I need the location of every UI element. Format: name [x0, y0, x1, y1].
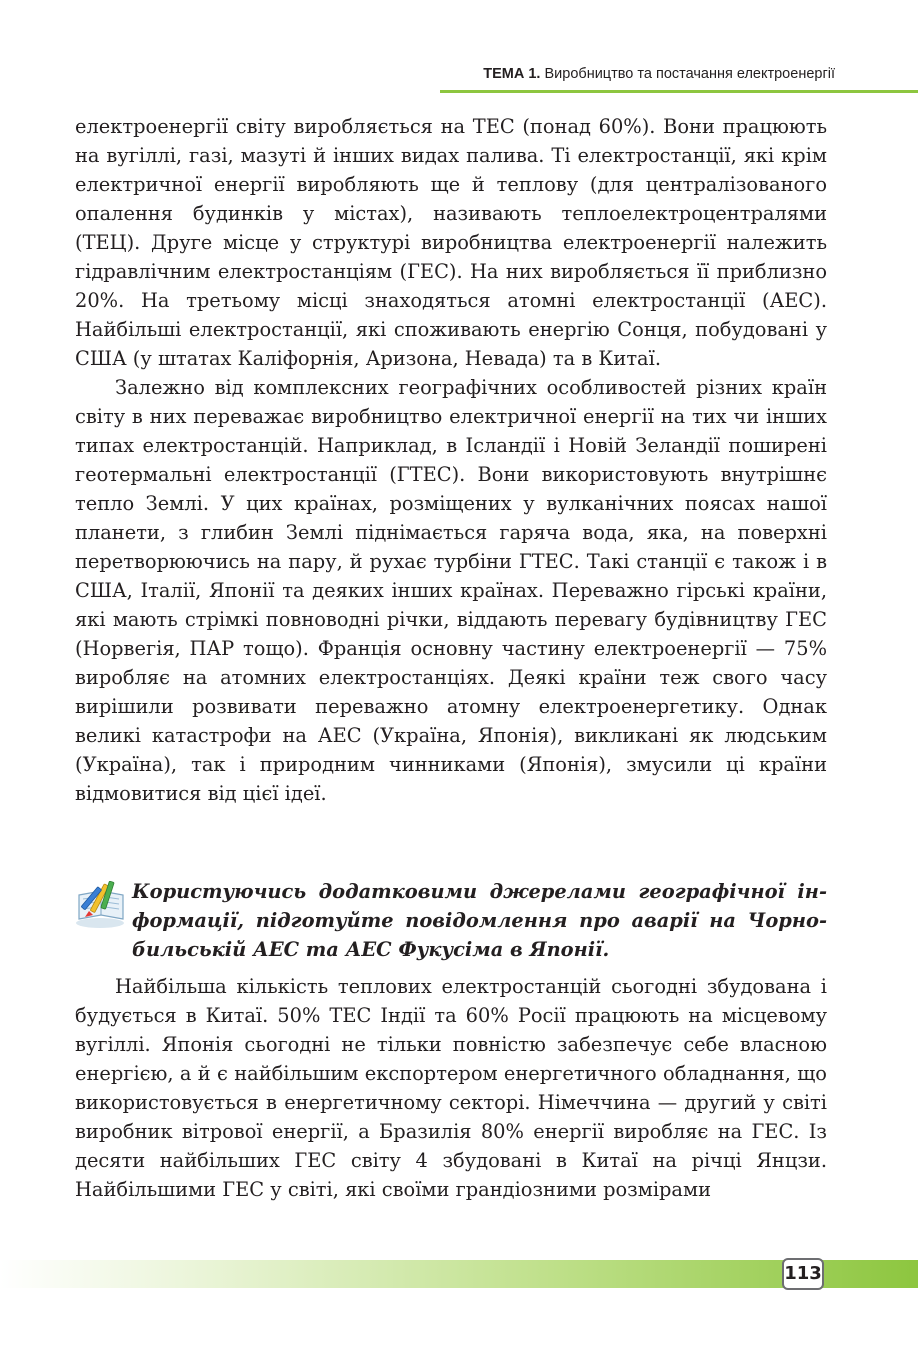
footer-bar: [0, 1260, 918, 1288]
paragraph: Найбільша кількість теплових електростанцій сьогодні збудована і будується в Китаї. 50% ТЕС Індії та 60% Росії працюють на місцевому вугіллі. Японія сьогодні не тільки повністю забезпечує себе власною енергією, а й є найбільшим експортером енергетичного обладнання, що використовується в енергетичному секторі. Німеччина — другий у світі виробник вітрової енергії, а Бразилія 80% енергії виробляє на ГЕС. Із десяти найбільших ГЕС світу 4 збудовані в Китаї на річці Янцзи. Найбільшими ГЕС у світі, які своїми грандіозними розмірами: [75, 975, 827, 1201]
running-head: [483, 66, 835, 82]
task-block: [75, 877, 827, 969]
topic-label: ТЕМА 1.: [483, 66, 541, 82]
header-rule: [440, 90, 918, 93]
paragraph: електроенергії світу виробляється на ТЕС (понад 60%). Вони працюють на вугіллі, газі, мазуті й інших видах палива. Ті електростанції, які крім електричної енергії виробляють ще й теплову (для централізованого опалення будинків у містах), називають теплоелектроцентралями (ТЕЦ). Друге місце у структурі виробництва електроенергії належить гідравлічним електростанціям (ГЕС). На них виробляється її приблизно 20%. На третьому місці знаходяться атомні електростанції (АЕС). Найбільші електростанції, які споживають енергію Сонця, побудовані у США (у штатах Каліфорнія, Аризона, Невада) та в Китаї.: [75, 115, 827, 370]
topic-title: Виробництво та постачання електроенергії: [544, 66, 835, 82]
notebook-pencil-icon: [75, 881, 127, 931]
task-text: Користуючись додатковими джерелами географічної інформації, підготуйте повідомлення про аварії на Чорнобильській АЕС та АЕС Фукусіма в Японії.: [132, 880, 827, 961]
body-text-bottom: [75, 972, 827, 1204]
page-header: [0, 64, 918, 94]
page-number: 113: [782, 1258, 824, 1290]
body-text-top: [75, 112, 827, 808]
paragraph: Залежно від комплексних географічних особливостей різних країн світу в них переважає виробництво електричної енергії на тих чи інших типах електростанцій. Наприклад, в Ісландії і Новій Зеландії поширені геотермальні електростанції (ГТЕС). Вони використовують внутрішнє тепло Землі. У цих країнах, розміщених у вулканічних поясах нашої планети, з глибин Землі піднімається гаряча вода, яка, на поверхні перетворюючись на пару, й рухає турбіни ГТЕС. Такі станції є також і в США, Італії, Японії та деяких інших країнах. Переважно гірські країни, які мають стрімкі повноводні річки, віддають перевагу будівництву ГЕС (Норвегія, ПАР тощо). Франція основну частину електроенергії — 75% виробляє на атомних електростанціях. Деякі країни теж свого часу вирішили розвивати переважно атомну електроенергетику. Однак великі катастрофи на АЕС (Україна, Японія), викликані як людським (Україна), так і природним чинниками (Японія), змусили ці країни відмовитися від цієї ідеї.: [75, 376, 827, 805]
